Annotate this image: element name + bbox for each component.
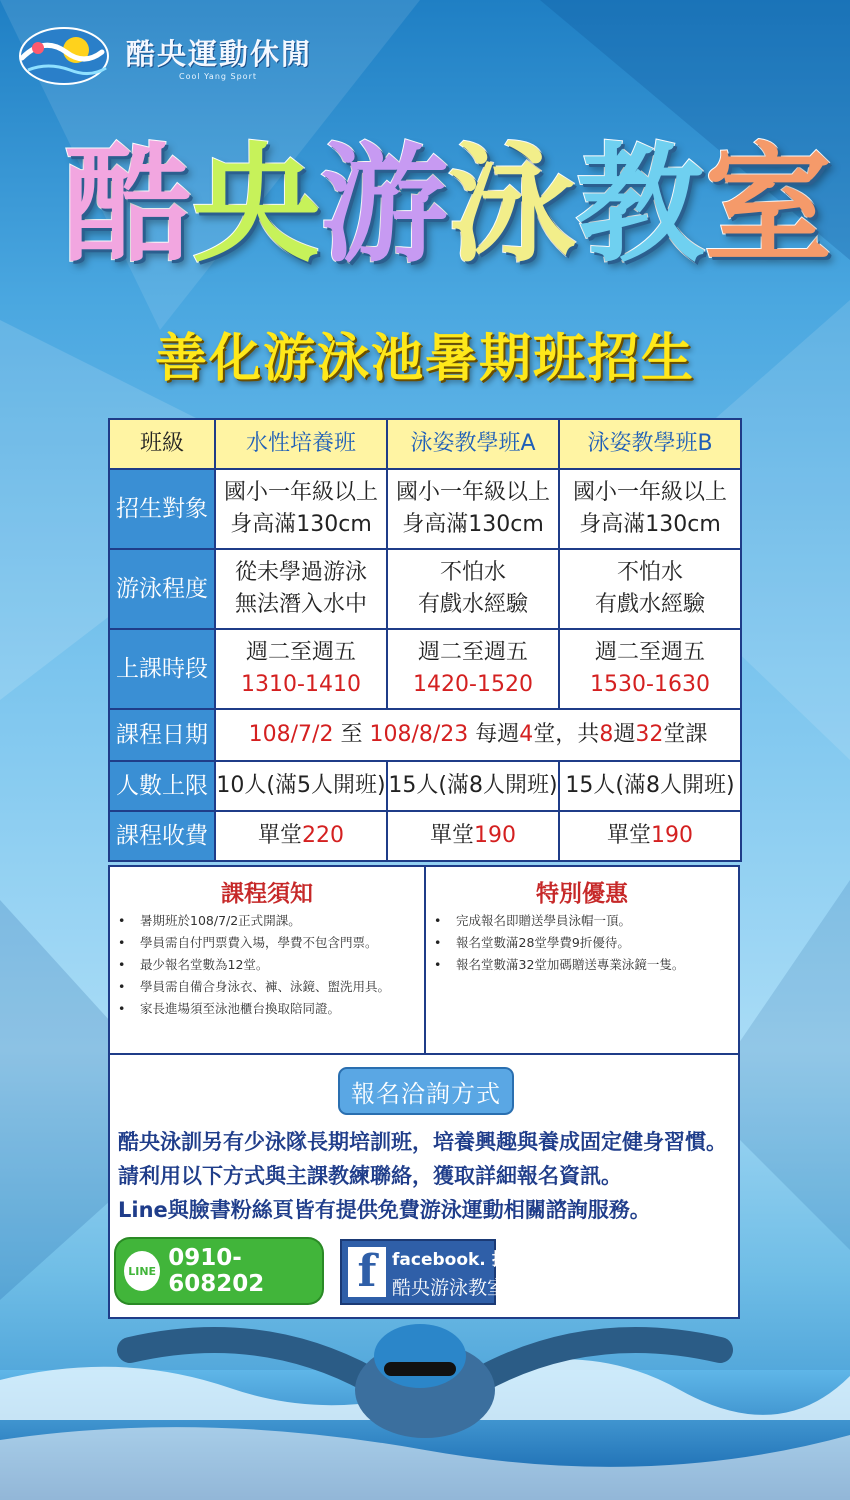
cell-line: 國小一年級以上: [395, 480, 550, 505]
cell-line: 身高滿130cm: [230, 512, 372, 537]
row-label: 上課時段: [109, 629, 215, 709]
dates-number: 8: [599, 722, 614, 747]
cell-line: 國小一年級以上: [572, 480, 727, 505]
table-row: [109, 469, 741, 549]
special-offers-list: [426, 910, 738, 976]
info-line: 酷央泳訓另有少泳隊長期培訓班，培養興趣與養成固定健身習慣。: [118, 1130, 727, 1154]
table-row: [109, 761, 741, 811]
special-offers-title: 特別優惠: [536, 881, 628, 907]
course-dates-cell: [215, 709, 741, 761]
notes-panel: [108, 865, 740, 1319]
table-cell: [387, 469, 559, 549]
list-item: • 學員需自備合身泳衣、褲、泳鏡、盥洗用具。: [140, 976, 424, 998]
divider: [110, 1053, 738, 1055]
table-cell: 15人(滿8人開班): [559, 761, 741, 811]
cell-line: 週二至週五: [245, 640, 356, 665]
facebook-search-badge[interactable]: [340, 1239, 526, 1305]
table-row: [109, 709, 741, 761]
title-char: 游: [320, 131, 449, 280]
dates-text: 堂課: [663, 722, 708, 747]
course-notes: [110, 867, 426, 1053]
title-char: 教: [576, 131, 705, 280]
cell-line: 有戲水經驗: [594, 592, 705, 617]
table-row: [109, 629, 741, 709]
facebook-brand: facebook.: [392, 1250, 486, 1270]
dates-number: 4: [519, 722, 534, 747]
row-label: 課程日期: [109, 709, 215, 761]
cell-line: 無法潛入水中: [234, 592, 367, 617]
facebook-search-text: 搜尋: [491, 1250, 526, 1270]
cell-line: 有戲水經驗: [417, 592, 528, 617]
line-contact-badge[interactable]: [116, 1239, 322, 1303]
table-row: [109, 811, 741, 861]
title-char: 泳: [448, 131, 577, 280]
table-cell: [559, 549, 741, 629]
cell-line: 不怕水: [616, 560, 683, 585]
table-cell: [387, 811, 559, 861]
dates-text: 週: [613, 722, 636, 747]
facebook-page-name: 酷央游泳教室: [392, 1277, 507, 1299]
list-item: • 完成報名即贈送學員泳帽一頂。: [456, 910, 738, 932]
list-item: • 學員需自付門票費入場，學費不包含門票。: [140, 932, 424, 954]
title-char: 酷: [64, 131, 193, 280]
list-item: • 報名堂數滿28堂學費9折優待。: [456, 932, 738, 954]
row-label: 課程收費: [109, 811, 215, 861]
phone-number: 0910-608202: [168, 1245, 265, 1297]
fee-amount: 190: [474, 823, 516, 848]
subtitle: 善化游泳池暑期班招生: [154, 329, 695, 389]
cell-line: 週二至週五: [594, 640, 705, 665]
list-item: • 暑期班於108/7/2正式開課。: [140, 910, 424, 932]
table-cell: [215, 629, 387, 709]
special-offers: [426, 867, 738, 1053]
row-label: 游泳程度: [109, 549, 215, 629]
fee-amount: 220: [302, 823, 344, 848]
table-cell: [387, 629, 559, 709]
table-row: [109, 549, 741, 629]
date-separator: 至: [340, 722, 363, 747]
brand-logo: [14, 22, 314, 86]
class-schedule-table: [108, 418, 742, 862]
table-header-cell: 泳姿教學班A: [387, 419, 559, 469]
swimmer-logo-icon: [14, 22, 110, 86]
fee-amount: 190: [651, 823, 693, 848]
title-char: 室: [704, 131, 833, 280]
dates-text: 每週: [475, 722, 520, 747]
start-date: 108/7/2: [248, 722, 334, 747]
course-notes-title: 課程須知: [221, 881, 313, 907]
title-char: 央: [192, 131, 321, 280]
table-cell: [215, 811, 387, 861]
main-title: [64, 126, 833, 296]
list-item: • 報名堂數滿32堂加碼贈送專業泳鏡一隻。: [456, 954, 738, 976]
line-icon: LINE: [124, 1251, 160, 1291]
table-cell: [387, 549, 559, 629]
table-row: [109, 419, 741, 469]
table-cell: [559, 811, 741, 861]
list-item: • 家長進場須至泳池櫃台換取陪同證。: [140, 998, 424, 1020]
dates-text: 堂，共: [533, 722, 600, 747]
fee-prefix: 單堂: [257, 823, 302, 848]
facebook-icon: f: [348, 1247, 386, 1297]
cell-line: 國小一年級以上: [223, 480, 378, 505]
list-item: • 最少報名堂數為12堂。: [140, 954, 424, 976]
table-header-cell: 水性培養班: [215, 419, 387, 469]
time-slot: 1530-1630: [590, 672, 710, 697]
cell-line: 從未學過游泳: [234, 560, 367, 585]
table-cell: [559, 629, 741, 709]
table-cell: [559, 469, 741, 549]
swimmer-illustration: [0, 1310, 850, 1500]
info-line: Line與臉書粉絲頁皆有提供免費游泳運動相關諮詢服務。: [118, 1198, 651, 1222]
cell-line: 身高滿130cm: [579, 512, 721, 537]
contact-info-button[interactable]: 報名洽詢方式: [338, 1067, 514, 1115]
end-date: 108/8/23: [369, 722, 469, 747]
facebook-search-label: [392, 1245, 526, 1270]
table-cell: [215, 469, 387, 549]
row-label: 招生對象: [109, 469, 215, 549]
dates-number: 32: [635, 722, 664, 747]
cell-line: 週二至週五: [417, 640, 528, 665]
cell-line: 身高滿130cm: [402, 512, 544, 537]
fee-prefix: 單堂: [429, 823, 474, 848]
fee-prefix: 單堂: [606, 823, 651, 848]
row-label: 人數上限: [109, 761, 215, 811]
contact-description: [118, 1125, 738, 1227]
brand-name: 酷央運動休閒: [126, 37, 313, 71]
table-cell: 15人(滿8人開班): [387, 761, 559, 811]
time-slot: 1420-1520: [413, 672, 533, 697]
table-header-cell: 泳姿教學班B: [559, 419, 741, 469]
table-header-label: 班級: [109, 419, 215, 469]
cell-line: 不怕水: [439, 560, 506, 585]
table-cell: [215, 549, 387, 629]
info-line: 請利用以下方式與主課教練聯絡，獲取詳細報名資訊。: [118, 1164, 622, 1188]
table-cell: 10人(滿5人開班): [215, 761, 387, 811]
brand-tagline: Cool Yang Sport: [179, 72, 257, 81]
time-slot: 1310-1410: [241, 672, 361, 697]
course-notes-list: [110, 910, 424, 1020]
